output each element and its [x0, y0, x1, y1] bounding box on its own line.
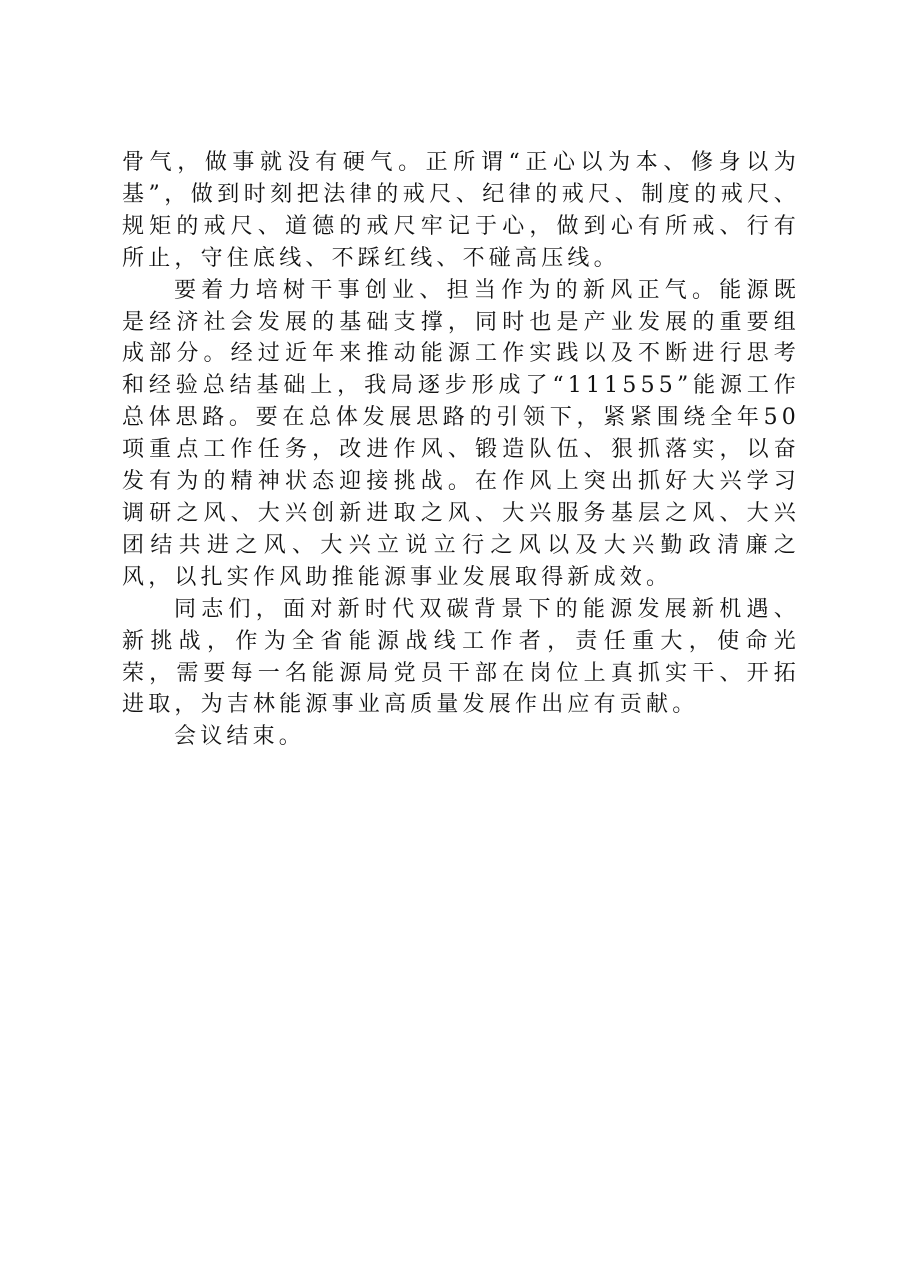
paragraph-closing: 会议结束。 [174, 724, 306, 750]
paragraph-comrades: 同志们，面对新时代双碳背景下的能源发展新机遇、新挑战，作为全省能源战线工作者，责任重大，使命光荣，需要每一名能源局党员干部在岗位上真抓实干、开拓进取，为吉林能源事业高质量发展作出应有贡献。 [122, 596, 800, 718]
paragraph-new-style: 要着力培树干事创业、担当作为的新风正气。能源既是经济社会发展的基础支撑，同时也是产业发展的重要组成部分。经过近年来推动能源工作实践以及不断进行思考和经验总结基础上，我局逐步形成了“111555”能源工作总体思路。要在总体发展思路的引领下，紧紧围绕全年50项重点工作任务，改进作风、锻造队伍、狠抓落实，以奋发有为的精神状态迎接挑战。在作风上突出抓好大兴学习调研之风、大兴创新进取之风、大兴服务基层之风、大兴团结共进之风、大兴立说立行之风以及大兴勤政清廉之风，以扎实作风助推能源事业发展取得新成效。 [122, 277, 800, 590]
document-body [122, 147, 800, 753]
paragraph-continuation: 骨气，做事就没有硬气。正所谓“正心以为本、修身以为基”，做到时刻把法律的戒尺、纪律的戒尺、制度的戒尺、规矩的戒尺、道德的戒尺牢记于心，做到心有所戒、行有所止，守住底线、不踩红线、不碰高压线。 [122, 150, 800, 271]
